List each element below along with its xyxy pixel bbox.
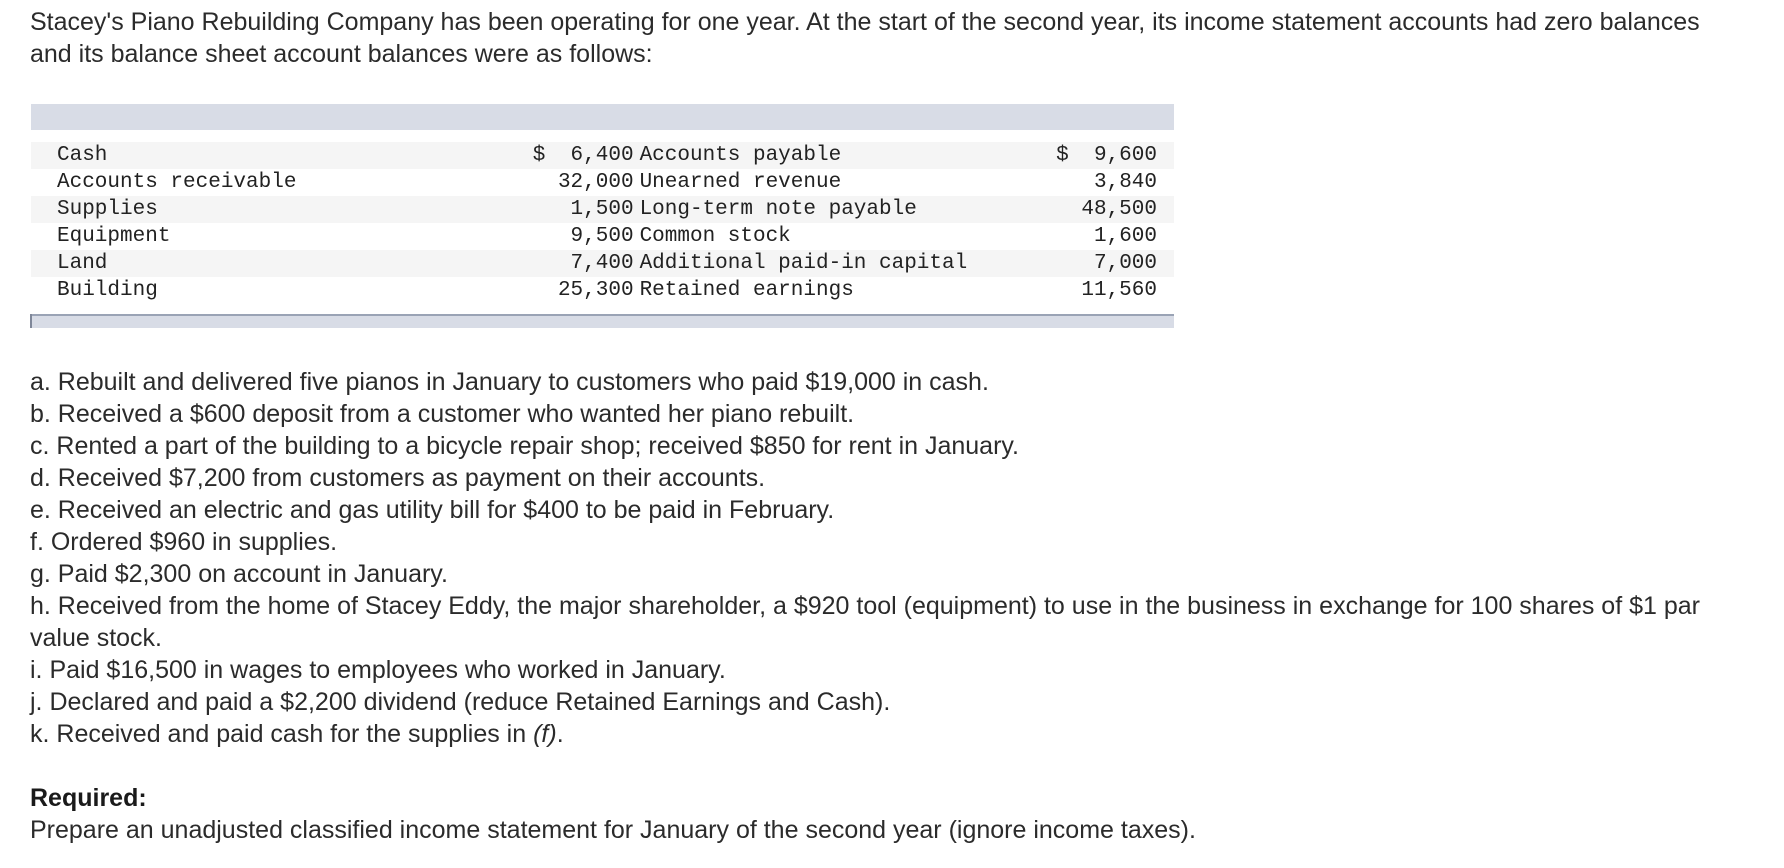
asset-value: 32,000 [511, 169, 639, 196]
table-spacer [31, 130, 1174, 142]
table-spacer [31, 304, 1174, 315]
liability-equity-value: 11,560 [1053, 277, 1174, 304]
liability-equity-value: 3,840 [1053, 169, 1174, 196]
transaction-k-suffix: . [556, 720, 564, 748]
table-row [31, 223, 1174, 250]
required-text: Prepare an unadjusted classified income statement for January of the second year (ignore income taxes). [30, 816, 1196, 844]
transaction-k-reference: (f) [533, 720, 557, 748]
table-row [31, 142, 1174, 169]
transaction-item: j. Declared and paid a $2,200 dividend (reduce Retained Earnings and Cash). [30, 688, 891, 716]
liability-equity-value: 1,600 [1053, 223, 1174, 250]
asset-value: 7,400 [511, 250, 639, 277]
table-row [31, 250, 1174, 277]
liability-equity-label: Additional paid-in capital [640, 250, 1054, 277]
transaction-item: d. Received $7,200 from customers as payment on their accounts. [30, 464, 766, 492]
transaction-item: a. Rebuilt and delivered five pianos in January to customers who paid $19,000 in cash. [30, 368, 989, 396]
transaction-k-prefix: k. Received and paid cash for the supplies in [30, 720, 534, 748]
asset-label: Building [31, 277, 511, 304]
liability-equity-label: Accounts payable [640, 142, 1054, 169]
transaction-item: g. Paid $2,300 on account in January. [30, 560, 448, 588]
liability-equity-value: $ 9,600 [1053, 142, 1174, 169]
transaction-item-k [30, 718, 1730, 750]
liability-equity-label: Retained earnings [640, 277, 1054, 304]
transaction-item: i. Paid $16,500 in wages to employees who worked in January. [30, 656, 726, 684]
liability-equity-label: Long-term note payable [640, 196, 1054, 223]
table-footer-bar [31, 315, 1174, 328]
asset-value: 9,500 [511, 223, 639, 250]
required-section [30, 782, 1730, 846]
liability-equity-label: Unearned revenue [640, 169, 1054, 196]
asset-label: Equipment [31, 223, 511, 250]
liability-equity-value: 7,000 [1053, 250, 1174, 277]
transaction-item: c. Rented a part of the building to a bicycle repair shop; received $850 for rent in January. [30, 432, 1020, 460]
transaction-item: b. Received a $600 deposit from a customer who wanted her piano rebuilt. [30, 400, 855, 428]
asset-value: 25,300 [511, 277, 639, 304]
table-row [31, 277, 1174, 304]
transaction-item: e. Received an electric and gas utility bill for $400 to be paid in February. [30, 496, 835, 524]
required-title: Required: [30, 784, 147, 812]
asset-label: Supplies [31, 196, 511, 223]
transaction-list [30, 366, 1730, 750]
asset-label: Cash [31, 142, 511, 169]
asset-value: $ 6,400 [511, 142, 639, 169]
transaction-item: f. Ordered $960 in supplies. [30, 528, 338, 556]
intro-text: Stacey's Piano Rebuilding Company has been operating for one year. At the start of the second year, its income statement accounts had zero balances and its balance sheet account balances were as follows: [30, 8, 1700, 68]
table-header-bar [31, 104, 1174, 130]
liability-equity-value: 48,500 [1053, 196, 1174, 223]
asset-value: 1,500 [511, 196, 639, 223]
transaction-item: h. Received from the home of Stacey Eddy, the major shareholder, a $920 tool (equipment) to use in the business in exchange for 100 shares of $1 par value stock. [30, 592, 1700, 652]
table-row [31, 169, 1174, 196]
asset-label: Land [31, 250, 511, 277]
liability-equity-label: Common stock [640, 223, 1054, 250]
asset-label: Accounts receivable [31, 169, 511, 196]
balance-sheet-table [30, 104, 1174, 328]
table-row [31, 196, 1174, 223]
